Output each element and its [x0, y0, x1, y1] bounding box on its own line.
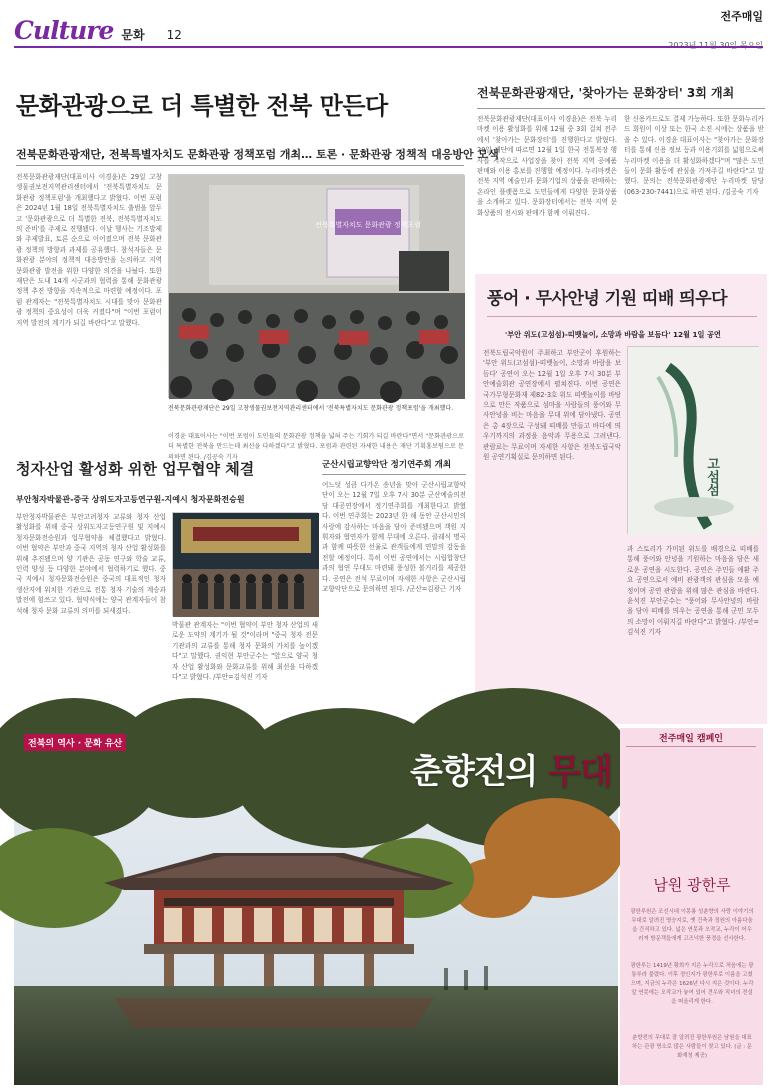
forum-photo	[168, 174, 464, 398]
gunsan-body: 어느덧 성큼 다가온 송년을 맞아 군산시립교향악단이 오는 12월 7일 오후 7시 30분 군산예술의전당 대공연장에서 정기연주회를 개최한다고 밝혔다. 이번 연주회는 2023년 한 해 동안 군산시민의 사랑에 감사하는 마음을 담아 준비됐으며 객원 지휘자와 협연자가 함께 무대에 오른다. 클래식 명곡과 함께 따뜻한 선율로 관객들에게 연말의 감동을 전할 예정이다. 특히 이번 공연에서는 시립합창단과의 협연 무대도 마련돼 풍성한 볼거리를 제공한다. 공연은 전석 무료이며 자세한 사항은 군산시립교향악단으로 문의하면 된다. /군산=김광근 기자	[322, 481, 466, 594]
main-subhead: 전북문화관광재단, 전북특별자치도 문화관광 정책포럼 개최… 토론 · 문화관광 정책적 대응방안 모색	[16, 148, 499, 161]
nurimarket-body-col1: 전북문화관광재단(대표이사 이경윤)은 전북 누리마켓 이용 활성화를 위해 12월 중 3회 걸쳐 전주에서 '찾아가는 문화장터'를 진행한다고 밝혔다. 29일 재단에 따르면 12월 1일 한국 전통복장 행사를 시작으로 사업장을 찾아 전북 지역 공예품 판매와 이용 홍보를 진행할 예정이다. 누리마켓은 전북 지역 예술인과 문화기업의 상품을 판매하는 온라인 플랫폼으로 도민들에게 다양한 문화상품을 소개하고 있다. 문화장터에서는 전북 지역 문화상품의 전시와 판매가 함께 이뤄진다.	[477, 115, 617, 217]
campaign-subtitle: 남원 광한루	[653, 876, 731, 894]
ddibae-headline: 풍어 · 무사안녕 기원 띠배 띄우다	[487, 289, 728, 309]
masthead	[14, 16, 182, 45]
mou-body-col1: 부안청자박물관은 부안고려청자 교류와 청자 산업 활성화를 위해 중국 상위도자고등연구원 및 지예시 청자문화전승원과 업무협약을 체결했다고 밝혔다. 이번 협약은 부안과 중국 지역의 청자 산업 활성화를 위해 추진됐으며 양 기관은 공동 연구와 학술 교류, 인력 양성 등 다양한 분야에서 협력하기로 했다. 중국 지예시 청자문화전승원은 중국의 대표적인 청자 생산지에 위치한 기관으로 전통 청자 기술의 계승과 발전에 힘쓰고 있다. 협약식에는 양국 관계자들이 참석해 청자 문화 교류의 의미를 되새겼다.	[16, 513, 166, 615]
mou-body-col2: 박물관 관계자는 "이번 협약이 부안 청자 산업의 새로운 도약의 계기가 될 것"이라며 "중국 청자 전문기관과의 교류를 통해 청자 문화의 가치를 높이겠다"고 말했다. 권익현 부안군수는 "앞으로 양국 청자 산업 활성화와 문화교류를 위해 최선을 다하겠다"고 밝혔다. /부안=김석진 기자	[172, 621, 318, 682]
section-name: 문화	[121, 28, 145, 42]
masthead-rule	[14, 46, 763, 48]
gunsan-headline: 군산시립교향악단 정기연주회 개최	[322, 460, 452, 470]
divider	[16, 165, 464, 166]
nurimarket-body-col2: 한 신용카드로도 결제 가능하다. 또한 문화누리카드 회원이 이상 또는 한국 소진 시에는 상품을 받을 수 있다. 이경윤 대표이사는 "찾아가는 문화장터를 통해 신용 정보 등과 이용기회를 넓힘으로써 누리마켓 이용을 더 활성화하겠다"며 "많은 도민들이 문화 활동에 관심을 가져주길 바란다"고 말했다. 문의는 전북문화관광재단 누리마켓 담당(063-230-7441)으로 하면 된다. /김공숙 기자	[624, 115, 764, 196]
campaign-side-panel	[620, 728, 763, 1085]
divider	[626, 746, 756, 747]
heritage-series-badge: 전북의 역사 · 문화 유산	[24, 734, 126, 751]
divider	[322, 474, 466, 475]
divider	[477, 108, 765, 109]
campaign-title-part2: 무대	[548, 752, 612, 792]
poster-title: 고섬섬	[704, 457, 719, 496]
ddibae-poster	[627, 346, 759, 534]
mou-headline: 청자산업 활성화 위한 업무협약 체결	[16, 460, 255, 478]
page-number: 12	[166, 28, 182, 42]
divider	[487, 316, 757, 317]
forum-photo-caption: 전북문화관광재단은 29일 고창생물권보전지역관리센터에서 '전북특별자치도 문화관광 정책포럼'을 개최했다.	[168, 405, 454, 412]
main-body-col2: 이경윤 대표이사는 "이번 포럼이 도민들의 문화관광 정책을 넓혀 주는 기회가 되길 바란다"면서 "문화관광으로 더 특별한 전북을 만드는데 최선을 다하겠다"고 밝혔다. 포럼과 관련된 자세한 내용은 재단 기획홍보팀으로 문의하면 된다. /김공숙 기자	[168, 433, 464, 461]
campaign-desc3: 춘향전의 무대로 잘 알려진 광한루원은 남원을 대표하는 관광 명소로 많은 사람들이 찾고 있다. (글 : 문화재청 제공)	[632, 1035, 752, 1059]
campaign-title-part1: 춘향전의	[410, 752, 549, 792]
mou-subhead: 부안청자박물관-중국 상위도자고등연구원-지예시 청자문화전승원	[16, 495, 245, 504]
campaign-desc2: 광한루는 1419년 황희가 지은 누각으로 처음에는 광통루라 불렸다. 이후 정인지가 광한루로 이름을 고쳤으며, 지금의 누각은 1626년 다시 지은 것이다. 누각 앞 연못에는 오작교가 놓여 있어 견우와 직녀의 전설을 떠올리게 한다.	[630, 963, 754, 1005]
masthead-info	[668, 8, 763, 51]
ddibae-subhead: '부안 위도(고섬섬)-띠뱃놀이, 소망과 바람을 보듬다' 12월 1일 공연	[505, 330, 721, 339]
slide-title: 전북특별자치도 문화관광 정책포럼	[315, 221, 421, 229]
mou-photo	[172, 512, 318, 616]
campaign-title	[410, 744, 612, 793]
campaign-desc1: 광한루원은 조선시대 이몽룡 성춘향의 사랑 이야기의 무대로 알려진 명승지로, 옛 건축과 정원의 아름다움을 간직하고 있다. 넓은 연못과 오작교, 누각이 어우러져 방문객들에게 고즈넉한 풍경을 선사한다.	[630, 909, 754, 942]
campaign-badge: 전주매일 캠페인	[659, 734, 723, 744]
paper-name: 전주매일	[720, 10, 763, 23]
ddibae-body-col2: 과 스토리가 가미된 위도를 배경으로 띠배를 통해 풍어와 안녕을 기원하는 마음을 담은 새로운 공연을 시도한다. 공연은 주민들 애환 주요 공연으로서 예비 관광객의 관심을 모을 예정이며 공연 관람을 위해 많은 관심을 바란다. 윤석진 부안군수는 "풍어와 무사안녕의 바람을 담아 띠배를 띄우는 공연을 통해 군민 모두의 소망이 이뤄지길 바란다"고 밝혔다. /부안=김석진 기자	[627, 545, 759, 637]
ddibae-body-col1: 전북도립국악원이 주최하고 부안군이 후원하는 '부안 위도(고섬섬)-띠뱃놀이, 소망과 바람을 보듬다' 공연이 오는 12월 1일 오후 7시 30분 부안예술회관 공연장에서 펼쳐진다. 이번 공연은 국가무형문화재 제82-3호 위도 띠뱃놀이를 바탕으로 만든 작품으로 섬마을 사람들의 풍어와 무사안녕을 비는 마음을 무대 위에 담아냈다. 공연은 총 4장으로 구성돼 띠배를 만들고 바다에 띄우기까지의 과정을 음악과 무용으로 그려낸다. 관람료는 무료이며 자세한 사항은 전북도립국악원 공연기획실로 문의하면 된다.	[483, 349, 621, 462]
main-headline: 문화관광으로 더 특별한 전북 만든다	[16, 92, 388, 120]
nurimarket-headline: 전북문화관광재단, '찾아가는 문화장터' 3회 개최	[477, 86, 735, 100]
culture-logo: Culture	[14, 16, 114, 45]
main-body-col1: 전북문화관광재단(대표이사 이경윤)은 29일 고창생물권보전지역관리센터에서 '전북특별자치도 문화관광 정책포럼'을 개최했다고 밝혔다. 이번 포럼은 2024년 1월 18일 전북특별자치도 출범을 앞두고 '문화관광으로 더 특별한 전북, 전북특별자치도의 준비'를 주제로 진행됐다. 이날 행사는 기조발제와 주제발표, 토론 순으로 이어졌으며 전북 문화관광 정책의 방향과 과제를 공유했다. 참석자들은 문화관광 분야의 정책적 대응방안을 논의하고 지역 문화관광 발전을 위한 다양한 의견을 나눴다. 또한 재단은 도내 14개 시군과의 협력을 통해 문화관광 정책 추진 방향을 지속적으로 마련할 예정이다. 포럼 관계자는 "전북특별자치도 시대를 맞아 문화관광 정책의 중요성이 더욱 커졌다"며 "이번 포럼이 지역 발전의 계기가 되길 바란다"고 말했다.	[16, 173, 162, 327]
